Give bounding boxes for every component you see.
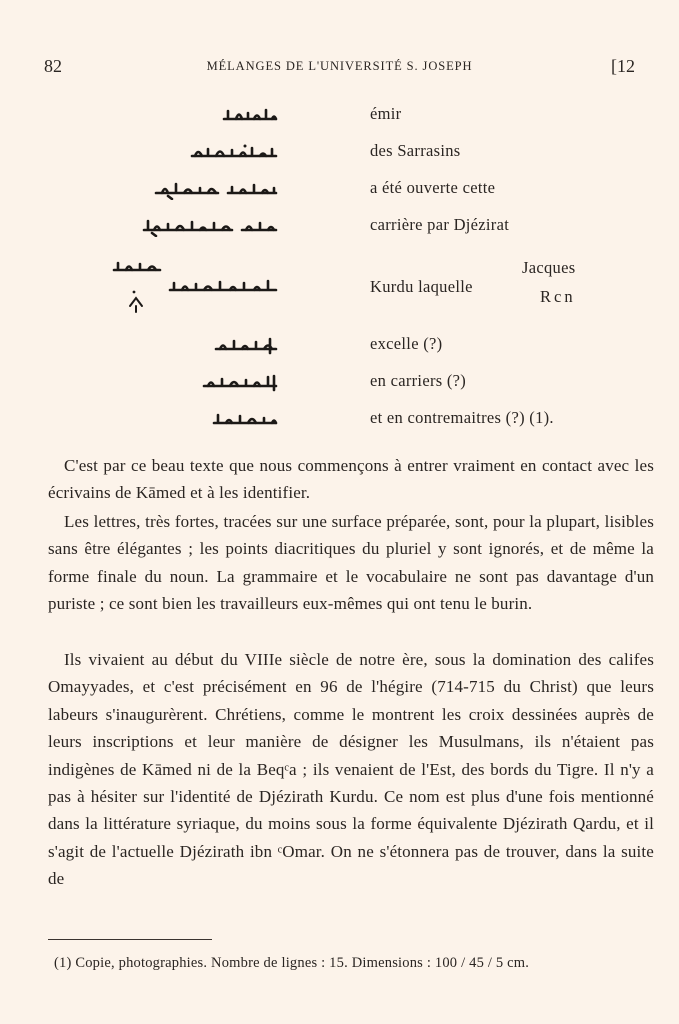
body-paragraph: C'est par ce beau texte que nous commençons à entrer vraiment en contact avec les écrivains de Kāmed et à les identifier. [48,456,654,503]
translation-line: en carriers (?) [370,371,467,390]
syriac-word-image [142,217,278,237]
syriac-word-image [214,336,278,356]
page-header [44,56,635,80]
syriac-word-image [190,143,278,163]
margin-note: Rcn [540,287,576,306]
syriac-word-image [154,180,278,200]
page-number: 82 [44,56,62,76]
running-title: MÉLANGES DE L'UNIVERSITÉ S. JOSEPH [206,59,473,73]
translation-line: émir [370,104,402,123]
translation-line: carrière par Djézirat [370,215,510,234]
translation-line: Kurdu laquelle [370,277,473,296]
body-paragraph: Les lettres, très fortes, tracées sur une surface préparée, sont, pour la plupart, lisibles sans être élégantes ; les points diacritiques du pluriel y sont ignorés, et de même la forme finale du noun. La grammaire et le vocabulaire ne sont pas davantage d'un puriste ; ce sont bien les travailleurs eux-mêmes qui ont tenu le burin. [48,512,654,614]
margin-note: Jacques [522,258,576,277]
inscription-line [0,174,679,204]
translation-line: a été ouverte cette [370,178,496,197]
page-reference: [12 [611,56,635,76]
inscription-line [0,367,679,397]
syriac-word-image [212,410,278,430]
inscription-line [0,100,679,130]
inscription-line [0,211,679,241]
translation-line: excelle (?) [370,334,443,353]
body-paragraph: Ils vivaient au début du VIIIe siècle de notre ère, sous la domination des califes Omayyades, et c'est précisément en 96 de l'hégire (714-715 du Christ) que leurs labeurs s'inaugurèrent. Chrétiens, comme le montrent les croix dessinées auprès de leurs inscriptions et leur manière de désigner les Musulmans, ils n'étaient pas indigènes de Kāmed ni de la Beqᶜa ; ils venaient de l'Est, des bords du Tigre. Il n'y a pas à hésiter sur l'identité de Djézirath Kurdu. Ce nom est plus d'une fois mentionné dans la littérature syriaque, du moins sous la forme équivalente Djézirath Qardu, et il s'agit de l'actuelle Djézirath ibn ᶜOmar. On ne s'étonnera pas de trouver, dans la suite de [48,650,654,889]
footnote-rule [48,939,212,940]
translation-line: et en contremaitres (?) (1). [370,408,554,427]
footnote: (1) Copie, photographies. Nombre de lignes : 15. Dimensions : 100 / 45 / 5 cm. [54,955,530,971]
inscription-line [0,258,679,318]
syriac-word-image [222,106,278,126]
inscription-line [0,330,679,360]
inscription-line [0,404,679,434]
translation-line: des Sarrasins [370,141,461,160]
syriac-word-image [112,258,278,318]
syriac-word-image [202,373,278,393]
inscription-line [0,137,679,167]
